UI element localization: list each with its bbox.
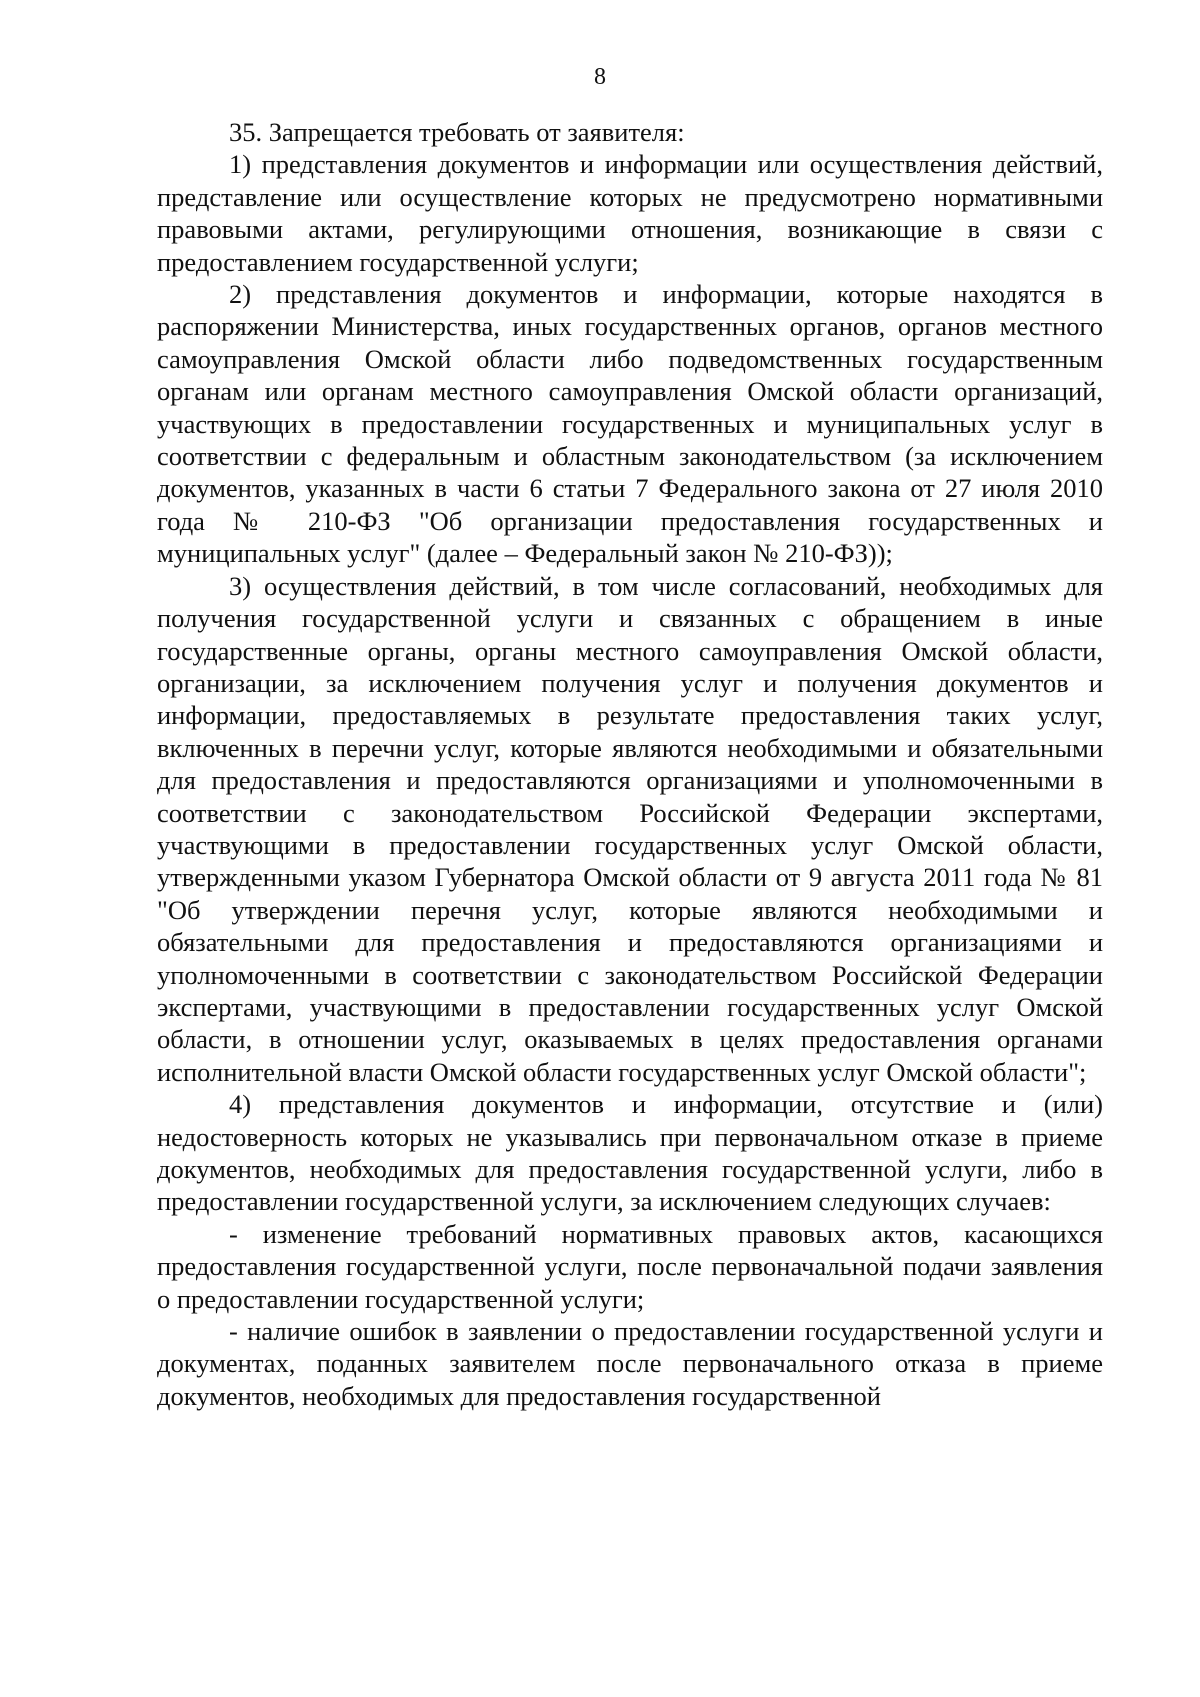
paragraph-subitem-3: 3) осуществления действий, в том числе согласований, необходимых для получения государственной услуги и связанных с обращением в иные государственные органы, органы местного самоуправления Омской области, организации, за исключением получения услуг и получения документов и информации, предоставляемых в результате предоставления таких услуг, включенных в перечни услуг, которые являются необходимыми и обязательными для предоставления и предоставляются организациями и уполномоченными в соответствии с законодательством Российской Федерации экспертами, участвующими в предоставлении государственных услуг Омской области, утвержденными указом Губернатора Омской области от 9 августа 2011 года № 81 "Об утверждении перечня услуг, которые являются необходимыми и обязательными для предоставления и предоставляются организациями и уполномоченными в соответствии с законодательством Российской Федерации экспертами, участвующими в предоставлении государственных услуг Омской области, в отношении услуг, оказываемых в целях предоставления органами исполнительной власти Омской области государственных услуг Омской области"; [157,570,1103,1087]
page-number: 8 [594,64,606,90]
paragraph-exception-2: - наличие ошибок в заявлении о предоставлении государственной услуги и документах, поданных заявителем после первоначального отказа в приеме документов, необходимых для предоставления государственной [157,1316,1103,1411]
paragraph-subitem-4: 4) представления документов и информации, отсутствие и (или) недостоверность которых не указывались при первоначальном отказе в приеме документов, необходимых для предоставления государственной услуги, либо в предоставлении государственной услуги, за исключением следующих случаев: [157,1089,1103,1217]
document-body [157,116,1103,1412]
paragraph-subitem-1: 1) представления документов и информации или осуществления действий, представление или осуществление которых не предусмотрено нормативными правовыми актами, регулирующими отношения, возникающие в связи с предоставлением государственной услуги; [157,149,1103,277]
paragraph-subitem-2: 2) представления документов и информации, которые находятся в распоряжении Министерства, иных государственных органов, органов местного самоуправления Омской области либо подведомственных государственным органам или органам местного самоуправления Омской области организаций, участвующих в предоставлении государственных и муниципальных услуг в соответствии с федеральным и областным законодательством (за исключением документов, указанных в части 6 статьи 7 Федерального закона от 27 июля 2010 года № 210-ФЗ "Об организации предоставления государственных и муниципальных услуг" (далее – Федеральный закон № 210-ФЗ)); [157,279,1103,569]
paragraph-item-35-heading: 35. Запрещается требовать от заявителя: [229,117,685,147]
paragraph-exception-1: - изменение требований нормативных правовых актов, касающихся предоставления государственной услуги, после первоначальной подачи заявления о предоставлении государственной услуги; [157,1218,1103,1314]
